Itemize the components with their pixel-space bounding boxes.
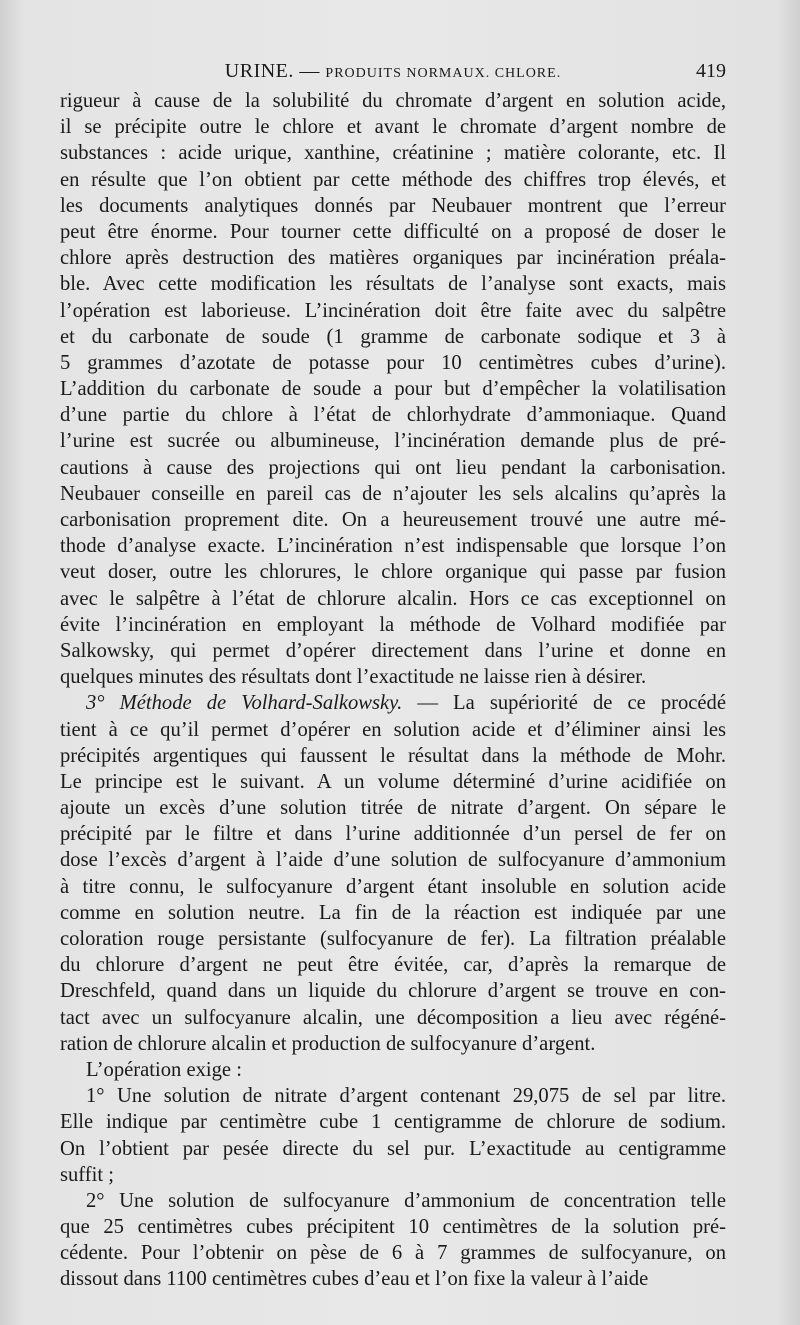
text-line: précipités argentiques qui faussent le résultat dans la méthode de Mohr. — [60, 744, 726, 767]
text-line: dissout dans 1100 centimètres cubes d’eau et l’on fixe la valeur à l’aide — [60, 1268, 649, 1291]
text-line: il se précipite outre le chlore et avant le chromate d’argent nombre de — [60, 116, 726, 139]
text-line: quelques minutes des résultats dont l’exactitude ne laisse rien à désirer. — [60, 666, 647, 689]
text-line: veut doser, outre les chlorures, le chlore organique qui passe par fusion — [60, 561, 726, 584]
paragraph — [60, 1083, 726, 1188]
text-line: comme en solution neutre. La fin de la réaction est indiquée par une — [60, 901, 726, 924]
text-line: 2° Une solution de sulfocyanure d’ammonium de concentration telle — [86, 1189, 726, 1212]
body-text — [60, 88, 726, 1293]
text-line: Salkowsky, qui permet d’opérer directement dans l’urine et donne en — [60, 639, 726, 662]
text-line: et du carbonate de soude (1 gramme de carbonate sodique et 3 à — [60, 325, 726, 348]
text-line: tient à ce qu’il permet d’opérer en solution acide et d’éliminer ainsi les — [60, 718, 726, 741]
header-section: PRODUITS NORMAUX. CHLORE. — [325, 66, 562, 81]
paragraph — [60, 88, 726, 690]
text-line: cédente. Pour l’obtenir on pèse de 6 à 7 grammes de sulfocyanure, on — [60, 1242, 726, 1265]
text-line: substances : acide urique, xanthine, créatinine ; matière colorante, etc. Il — [60, 142, 726, 165]
paragraph — [60, 690, 726, 1057]
text-line: Le principe est le suivant. A un volume déterminé d’urine acidifiée on — [60, 770, 726, 793]
running-title — [60, 60, 726, 83]
text-line: Dreschfeld, quand dans un liquide du chlorure d’argent se trouve en con- — [60, 980, 726, 1003]
header-dash: — — [299, 60, 320, 82]
text-line: L’opération exige : — [86, 1058, 242, 1081]
text-line: l’opération est laborieuse. L’incinération doit être faite avec du salpêtre — [60, 299, 726, 322]
text-line: que 25 centimètres cubes précipitent 10 centimètres de la solution pré- — [60, 1216, 726, 1239]
text-line: rigueur à cause de la solubilité du chromate d’argent en solution acide, — [60, 90, 726, 112]
text-line: précipité par le filtre et dans l’urine additionnée d’un persel de fer on — [60, 823, 726, 846]
text-line: tact avec un sulfocyanure alcalin, une décomposition a lieu avec régéné- — [60, 1006, 726, 1029]
running-header — [60, 60, 726, 90]
text-line: cautions à cause des projections qui ont lieu pendant la carbonisation. — [60, 456, 726, 479]
text-line: les documents analytiques donnés par Neubauer montrent que l’erreur — [60, 194, 726, 217]
text-line — [60, 690, 726, 716]
text-line: évite l’incinération en employant la méthode de Volhard modifiée par — [60, 613, 726, 636]
page-number: 419 — [696, 60, 726, 82]
text-line: carbonisation proprement dite. On a heureusement trouvé une autre mé- — [60, 509, 726, 531]
text-line: 5 grammes d’azotate de potasse pour 10 centimètres cubes d’urine). — [60, 351, 726, 374]
heading-continuation: — La supériorité de ce procédé — [402, 692, 726, 715]
paragraph — [60, 1188, 726, 1293]
header-title: URINE. — [224, 60, 294, 82]
text-line: l’urine est sucrée ou albumineuse, l’incinération demande plus de pré- — [60, 430, 726, 453]
text-line: d’une partie du chlore à l’état de chlorhydrate d’ammoniaque. Quand — [60, 404, 726, 427]
text-line: peut être énorme. Pour tourner cette difficulté on a proposé de doser le — [60, 220, 726, 243]
text-line: thode d’analyse exacte. L’incinération n’est indispensable que lorsque l’on — [60, 535, 726, 558]
text-line: 1° Une solution de nitrate d’argent contenant 29,075 de sel par litre. — [86, 1085, 726, 1108]
text-line: L’addition du carbonate de soude a pour but d’empêcher la volatilisation — [60, 378, 726, 401]
text-line: Elle indique par centimètre cube 1 centigramme de chlorure de sodium. — [60, 1111, 726, 1134]
text-line: chlore après destruction des matières organiques par incinération préala- — [60, 247, 726, 270]
text-line: ration de chlorure alcalin et production de sulfocyanure d’argent. — [60, 1032, 596, 1055]
text-line: en résulte que l’on obtient par cette méthode des chiffres trop élevés, et — [60, 168, 726, 191]
text-line: suffit ; — [60, 1163, 114, 1186]
text-line: à titre connu, le sulfocyanure d’argent étant insoluble en solution acide — [60, 875, 726, 898]
text-line: On l’obtient par pesée directe du sel pur. L’exactitude au centigramme — [60, 1137, 726, 1160]
text-line: avec le salpêtre à l’état de chlorure alcalin. Hors ce cas exceptionnel on — [60, 587, 726, 610]
text-line: du chlorure d’argent ne peut être évitée, car, d’après la remarque de — [60, 954, 726, 977]
text-line: coloration rouge persistante (sulfocyanure de fer). La filtration préalable — [60, 928, 726, 950]
text-line: Neubauer conseille en pareil cas de n’ajouter les sels alcalins qu’après la — [60, 482, 726, 505]
section-heading: 3° Méthode de Volhard-Salkowsky. — [86, 692, 403, 715]
paragraph — [60, 1057, 726, 1083]
text-line: dose l’excès d’argent à l’aide d’une solution de sulfocyanure d’ammonium — [60, 849, 726, 872]
text-line: ble. Avec cette modification les résultats de l’analyse sont exacts, mais — [60, 273, 726, 296]
text-line: ajoute un excès d’une solution titrée de nitrate d’argent. On sépare le — [60, 797, 726, 820]
